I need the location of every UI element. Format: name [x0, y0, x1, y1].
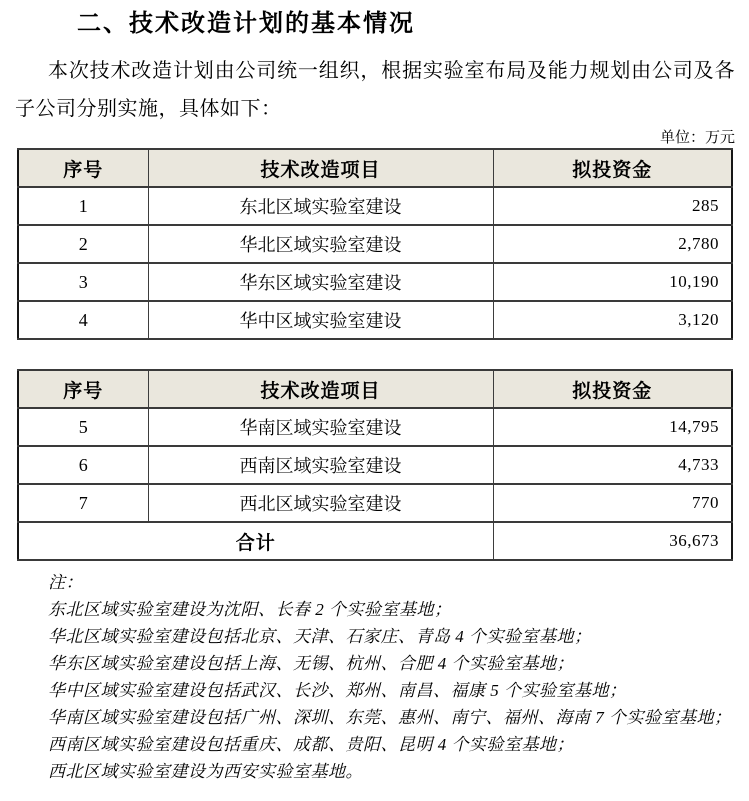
unit-note: 单位：万元 — [659, 130, 735, 146]
row-project: 华南区域实验室建设 — [148, 408, 493, 446]
row-no: 4 — [18, 301, 148, 339]
page-title: 二、技术改造计划的基本情况 — [77, 10, 415, 37]
notes-label: 注： — [48, 573, 83, 592]
intro-paragraph — [15, 52, 735, 128]
row-no: 6 — [18, 446, 148, 484]
note-line: 华南区域实验室建设包括广州、深圳、东莞、惠州、南宁、福州、海南 7 个实验室基地； — [48, 708, 732, 727]
intro-line-1: 本次技术改造计划由公司统一组织，根据实验室布局及能力规划由公司及各 — [48, 60, 735, 82]
row-no: 1 — [18, 187, 148, 225]
row-amount: 2,780 — [493, 225, 732, 263]
table-row — [18, 408, 732, 446]
table2-col-header-project: 技术改造项目 — [148, 370, 493, 408]
row-project: 西南区域实验室建设 — [148, 446, 493, 484]
row-project: 华北区域实验室建设 — [148, 225, 493, 263]
row-no: 7 — [18, 484, 148, 522]
row-no: 2 — [18, 225, 148, 263]
row-amount: 285 — [493, 187, 732, 225]
investment-table-2 — [17, 369, 733, 561]
table2-col-header-no: 序号 — [18, 370, 148, 408]
table-row — [18, 301, 732, 339]
table-total-row — [18, 522, 732, 560]
note-line: 西北区域实验室建设为西安实验室基地。 — [48, 762, 363, 781]
table1-col-header-no: 序号 — [18, 149, 148, 187]
investment-table-1 — [17, 148, 733, 340]
table1-header-row — [18, 149, 732, 187]
row-amount: 3,120 — [493, 301, 732, 339]
table-row — [18, 225, 732, 263]
row-project: 西北区域实验室建设 — [148, 484, 493, 522]
table2-col-header-amount: 拟投资金 — [493, 370, 732, 408]
total-label: 合计 — [18, 522, 493, 560]
row-project: 东北区域实验室建设 — [148, 187, 493, 225]
row-project: 华东区域实验室建设 — [148, 263, 493, 301]
note-line: 华东区域实验室建设包括上海、无锡、杭州、合肥 4 个实验室基地； — [48, 654, 574, 673]
table-row — [18, 263, 732, 301]
row-amount: 770 — [493, 484, 732, 522]
table-row — [18, 446, 732, 484]
total-amount: 36,673 — [493, 522, 732, 560]
notes-section — [48, 569, 749, 785]
row-amount: 14,795 — [493, 408, 732, 446]
row-amount: 4,733 — [493, 446, 732, 484]
note-line: 西南区域实验室建设包括重庆、成都、贵阳、昆明 4 个实验室基地； — [48, 735, 574, 754]
table2-header-row — [18, 370, 732, 408]
row-no: 5 — [18, 408, 148, 446]
table-row — [18, 484, 732, 522]
row-no: 3 — [18, 263, 148, 301]
table1-col-header-amount: 拟投资金 — [493, 149, 732, 187]
note-line: 华北区域实验室建设包括北京、天津、石家庄、青岛 4 个实验室基地； — [48, 627, 592, 646]
table-row — [18, 187, 732, 225]
table1-col-header-project: 技术改造项目 — [148, 149, 493, 187]
note-line: 华中区域实验室建设包括武汉、长沙、郑州、南昌、福康 5 个实验室基地； — [48, 681, 627, 700]
row-project: 华中区域实验室建设 — [148, 301, 493, 339]
note-line: 东北区域实验室建设为沈阳、长春 2 个实验室基地； — [48, 600, 452, 619]
intro-line-2: 子公司分别实施，具体如下： — [15, 98, 282, 120]
row-amount: 10,190 — [493, 263, 732, 301]
